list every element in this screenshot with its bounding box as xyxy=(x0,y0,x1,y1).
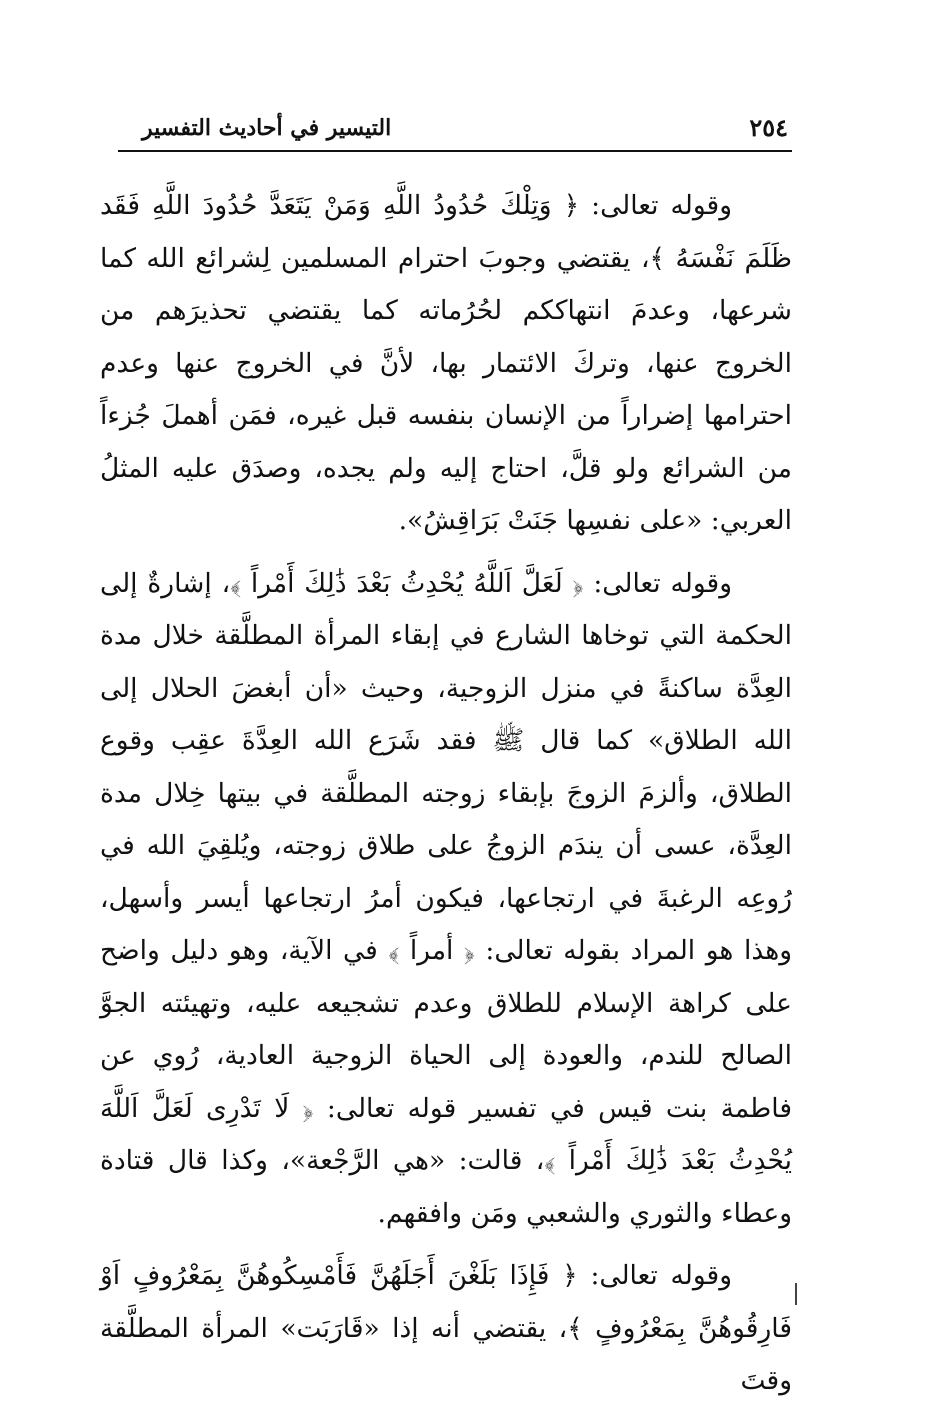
paragraph-1: وقوله تعالى: ﴿ وَتِلْكَ حُدُودُ اللَّهِ وَمَنْ يَتَعَدَّ حُدُودَ اللَّهِ فَقَد ظَلَمَ نَفْسَهُ ﴾، يقتضي وجوبَ احترام المسلمين لِشرائع الله كما شرعها، وعدمَ انتهاككم لحُرُماته كما يقتضي تحذيرَهم من الخروج عنها، وتركَ الائتمار بها، لأنَّ في الخروج عنها وعدم احترامها إضراراً من الإنسان بنفسه قبل غيره، فمَن أهملَ جُزءاً من الشرائع ولو قلَّ، احتاج إليه ولم يجده، وصدَق عليه المثلُ العربي: «على نفسِها جَنَتْ بَرَاقِشُ». xyxy=(100,190,792,536)
running-title: التيسير في أحاديث التفسير xyxy=(142,115,392,141)
margin-mark xyxy=(795,1283,797,1305)
paragraph-2: وقوله تعالى: ﴿ لَعَلَّ اَللَّهُ يُحْدِثُ بَعْدَ ذَٰلِكَ أَمْراً ﴾، إشارةٌ إلى الحكمة التي توخاها الشارع في إبقاء المرأة المطلَّقة خلال مدة العِدَّة ساكنةً في منزل الزوجية، وحيث «أن أبغضَ الحلال إلى الله الطلاق» كما قال ﷺ فقد شَرَع الله العِدَّةَ عقِب وقوع الطلاق، وألزمَ الزوجَ بإبقاء زوجته المطلَّقة في بيتها خِلال مدة العِدَّة، عسى أن يندَم الزوجُ على طلاق زوجته، ويُلقِيَ الله في رُوعِه الرغبةَ في ارتجاعها، فيكون أمرُ ارتجاعها أيسر وأسهل، وهذا هو المراد بقوله تعالى: ﴿ أمراً ﴾ في الآية، وهو دليل واضح على كراهة الإسلام للطلاق وعدم تشجيعه عليه، وتهيئته الجوَّ الصالح للندم، والعودة إلى الحياة الزوجية العادية، رُوي عن فاطمة بنت قيس في تفسير قوله تعالى: ﴿ لَا تَدْرِى لَعَلَّ اَللَّهَ يُحْدِثُ بَعْدَ ذَٰلِكَ أَمْراً ﴾، قالت: «هي الرَّجْعة»، وكذا قال قتادة وعطاء والثوري والشعبي ومَن وافقهم. xyxy=(100,567,792,1229)
page-number: ٢٥٤ xyxy=(749,113,788,142)
paragraph-3: وقوله تعالى: ﴿ فَإِذَا بَلَغْنَ أَجَلَهُنَّ فَأَمْسِكُوهُنَّ بِمَعْرُوفٍ اَوْ فَارِقُوهُنَّ بِمَعْرُوفٍ ﴾، يقتضي أنه إذا «قَارَبَت» المرأة المطلَّقة وقتَ xyxy=(100,1260,792,1396)
page-header xyxy=(118,112,792,152)
body-text xyxy=(100,180,792,1418)
